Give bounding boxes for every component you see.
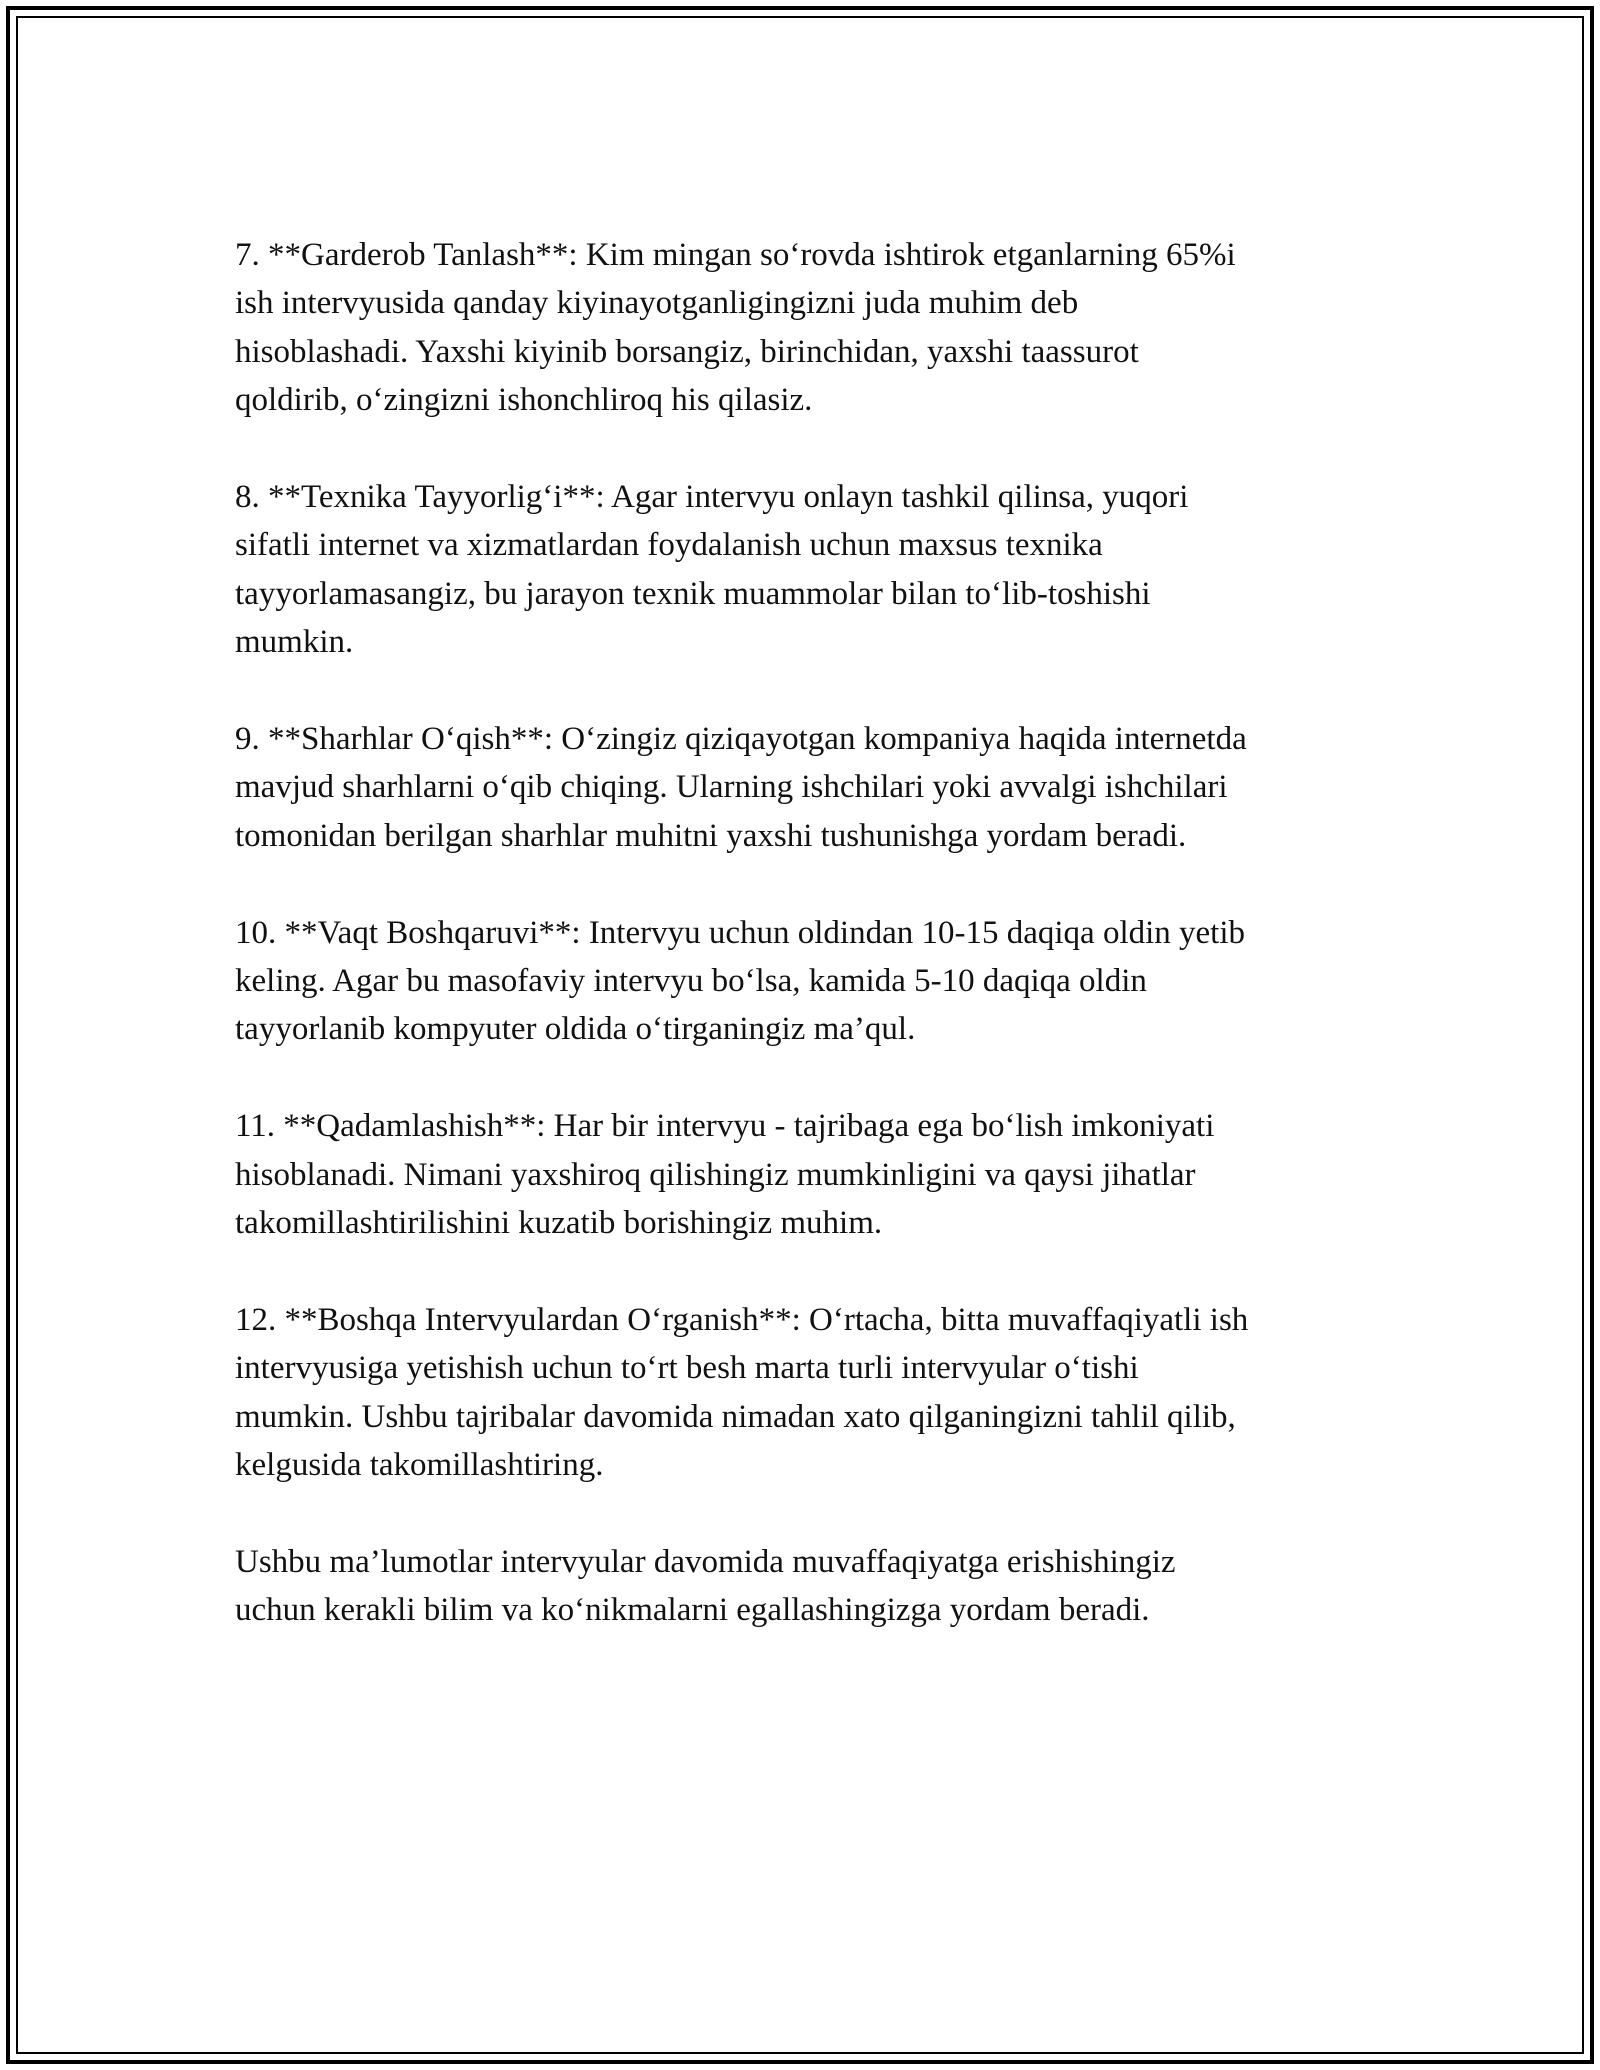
text-line: 10. **Vaqt Boshqaruvi**: Intervyu uchun oldindan 10-15 daqiqa oldin yetib bbox=[235, 914, 1246, 951]
text-line: hisoblanadi. Nimani yaxshiroq qilishingiz mumkinligini va qaysi jihatlar bbox=[235, 1156, 1196, 1193]
text-line: uchun kerakli bilim va ko‘nikmalarni egallashingizga yordam beradi. bbox=[235, 1592, 1150, 1629]
text-line: intervyusiga yetishish uchun to‘rt besh marta turli intervyular o‘tishi bbox=[235, 1350, 1139, 1387]
text-line: hisoblashadi. Yaxshi kiyinib borsangiz, birinchidan, yaxshi taassurot bbox=[235, 333, 1139, 370]
text-line: 8. **Texnika Tayyorlig‘i**: Agar intervyu onlayn tashkil qilinsa, yuqori bbox=[235, 479, 1189, 516]
text-line: 9. **Sharhlar O‘qish**: O‘zingiz qiziqayotgan kompaniya haqida internetda bbox=[235, 721, 1247, 758]
text-line: ish intervyusida qanday kiyinayotganligingizni juda muhim deb bbox=[235, 285, 1079, 322]
text-line: tayyorlanib kompyuter oldida o‘tirganingiz ma’qul. bbox=[235, 1011, 916, 1048]
text-line: mumkin. bbox=[235, 624, 354, 661]
paragraph-conclusion bbox=[235, 1538, 1375, 1635]
text-line: qoldirib, o‘zingizni ishonchliroq his qilasiz. bbox=[235, 382, 813, 419]
paragraph-item-8 bbox=[235, 473, 1375, 667]
text-line: sifatli internet va xizmatlardan foydalanish uchun maxsus texnika bbox=[235, 527, 1103, 564]
paragraph-item-7 bbox=[235, 231, 1375, 425]
paragraph-item-9 bbox=[235, 715, 1375, 860]
paragraph-item-10 bbox=[235, 909, 1375, 1054]
text-line: takomillashtirilishini kuzatib borishingiz muhim. bbox=[235, 1205, 883, 1242]
text-line: kelgusida takomillashtiring. bbox=[235, 1447, 604, 1484]
text-line: 7. **Garderob Tanlash**: Kim mingan so‘rovda ishtirok etganlarning 65%i bbox=[235, 237, 1236, 273]
paragraph-item-12 bbox=[235, 1296, 1375, 1490]
text-line: tayyorlamasangiz, bu jarayon texnik muammolar bilan to‘lib-toshishi bbox=[235, 575, 1151, 612]
text-line: mavjud sharhlarni o‘qib chiqing. Ularning ishchilari yoki avvalgi ishchilari bbox=[235, 769, 1228, 806]
paragraph-item-11 bbox=[235, 1102, 1375, 1247]
text-line: 12. **Boshqa Intervyulardan O‘rganish**: O‘rtacha, bitta muvaffaqiyatli ish bbox=[235, 1301, 1249, 1338]
document-body bbox=[235, 231, 1375, 1635]
text-line: keling. Agar bu masofaviy intervyu bo‘lsa, kamida 5-10 daqiqa oldin bbox=[235, 963, 1147, 1000]
text-line: mumkin. Ushbu tajribalar davomida nimadan xato qilganingizni tahlil qilib, bbox=[235, 1398, 1236, 1435]
text-line: 11. **Qadamlashish**: Har bir intervyu - tajribaga ega bo‘lish imkoniyati bbox=[235, 1108, 1215, 1145]
text-line: Ushbu ma’lumotlar intervyular davomida muvaffaqiyatga erishishingiz bbox=[235, 1543, 1176, 1580]
text-line: tomonidan berilgan sharhlar muhitni yaxshi tushunishga yordam beradi. bbox=[235, 817, 1187, 854]
